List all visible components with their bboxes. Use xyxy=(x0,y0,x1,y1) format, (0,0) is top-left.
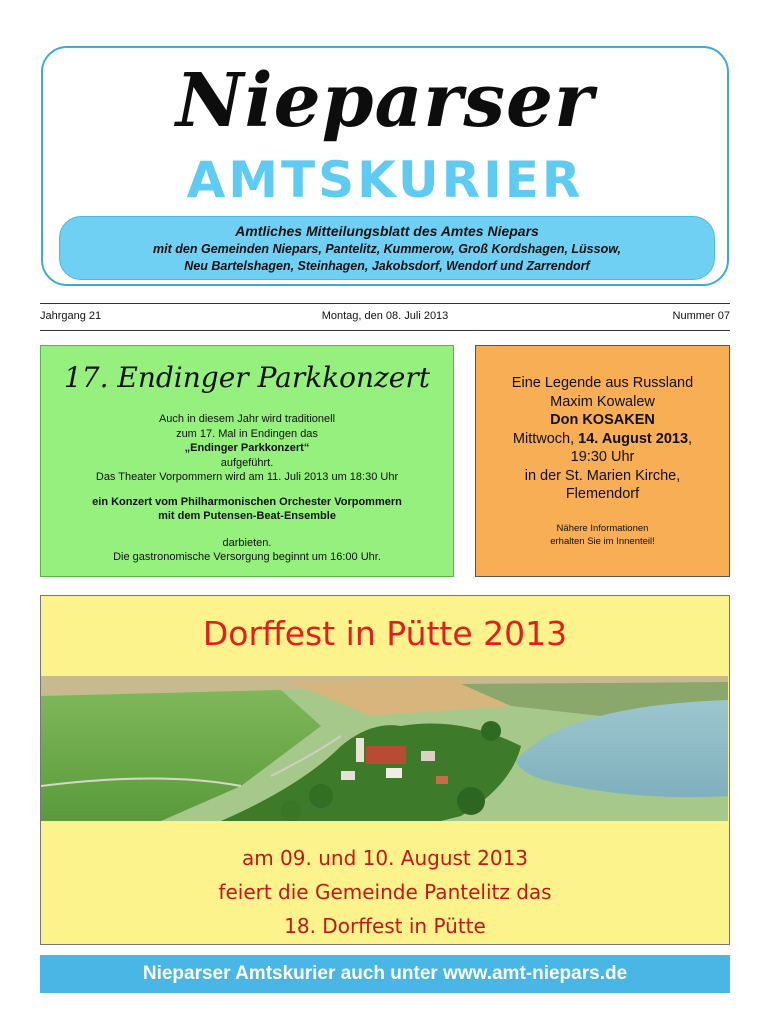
municipalities-line-2: Neu Bartelshagen, Steinhagen, Jakobsdorf, Wendorf und Zarrendorf xyxy=(184,259,590,273)
concert-text-line: zum 17. Mal in Endingen das xyxy=(176,427,318,440)
issue-date: Montag, den 08. Juli 2013 xyxy=(321,310,449,322)
kosaken-date-bold: 14. August 2013 xyxy=(578,430,689,447)
concert-title: 17. Endinger Parkkonzert xyxy=(63,361,431,394)
footer-website-banner: Nieparser Amtskurier auch unter www.amt-niepars.de xyxy=(40,955,730,993)
kosaken-announcement xyxy=(475,345,730,577)
dorffest-edition: 18. Dorffest in Pütte xyxy=(284,914,486,938)
concert-orchestra-line: mit dem Putensen-Beat-Ensemble xyxy=(158,510,336,522)
kosaken-venue: in der St. Marien Kirche, xyxy=(524,467,681,484)
village-aerial-photo xyxy=(41,676,728,821)
concert-announcement xyxy=(40,345,454,577)
dorffest-date: am 09. und 10. August 2013 xyxy=(241,846,529,870)
kosaken-text xyxy=(476,374,729,504)
issue-number: Nummer 07 xyxy=(672,310,730,322)
issue-info-line xyxy=(40,303,730,331)
concert-orchestra xyxy=(41,495,453,524)
concert-text-line: Das Theater Vorpommern wird am 11. Juli 2013 um 18:30 Uhr xyxy=(95,471,399,483)
kosaken-place: Flemendorf xyxy=(565,486,640,502)
kosaken-time: 19:30 Uhr xyxy=(570,449,635,465)
dorffest-details xyxy=(41,841,729,943)
newspaper-title: Nieparser xyxy=(175,58,595,144)
concert-closing-line: darbieten. xyxy=(222,536,272,549)
tagline-box xyxy=(59,216,715,280)
kosaken-note xyxy=(476,522,729,548)
concert-text-line: Auch in diesem Jahr wird traditionell xyxy=(158,413,336,425)
kosaken-line: Maxim Kowalew xyxy=(550,393,655,410)
dorffest-announcement xyxy=(40,595,730,945)
concert-closing-line: Die gastronomische Versorgung beginnt um 16:00 Uhr. xyxy=(113,551,381,563)
concert-name: „Endinger Parkkonzert“ xyxy=(184,442,310,454)
kosaken-weekday: Mittwoch, xyxy=(512,430,579,447)
concert-text xyxy=(41,412,453,485)
dorffest-title: Dorffest in Pütte 2013 xyxy=(202,614,568,653)
kosaken-line: Eine Legende aus Russland xyxy=(511,375,694,391)
tagline: Amtliches Mitteilungsblatt des Amtes Niepars xyxy=(235,223,539,239)
concert-orchestra-line: ein Konzert vom Philharmonischen Orchester Vorpommern xyxy=(92,495,402,508)
issue-volume: Jahrgang 21 xyxy=(40,310,102,322)
kosaken-date-comma: , xyxy=(688,430,693,447)
masthead xyxy=(41,46,729,286)
kosaken-note-line: erhalten Sie im Innenteil! xyxy=(550,535,655,547)
kosaken-date xyxy=(476,430,729,449)
concert-closing xyxy=(41,536,453,565)
kosaken-name: Don KOSAKEN xyxy=(550,412,655,428)
municipalities-line-1: mit den Gemeinden Niepars, Pantelitz, Kummerow, Groß Kordshagen, Lüssow, xyxy=(153,242,621,256)
kosaken-note-line: Nähere Informationen xyxy=(556,522,649,534)
newspaper-subtitle: AMTSKURIER xyxy=(186,151,584,209)
concert-text-line: aufgeführt. xyxy=(220,456,274,469)
dorffest-host: feiert die Gemeinde Pantelitz das xyxy=(218,880,552,904)
